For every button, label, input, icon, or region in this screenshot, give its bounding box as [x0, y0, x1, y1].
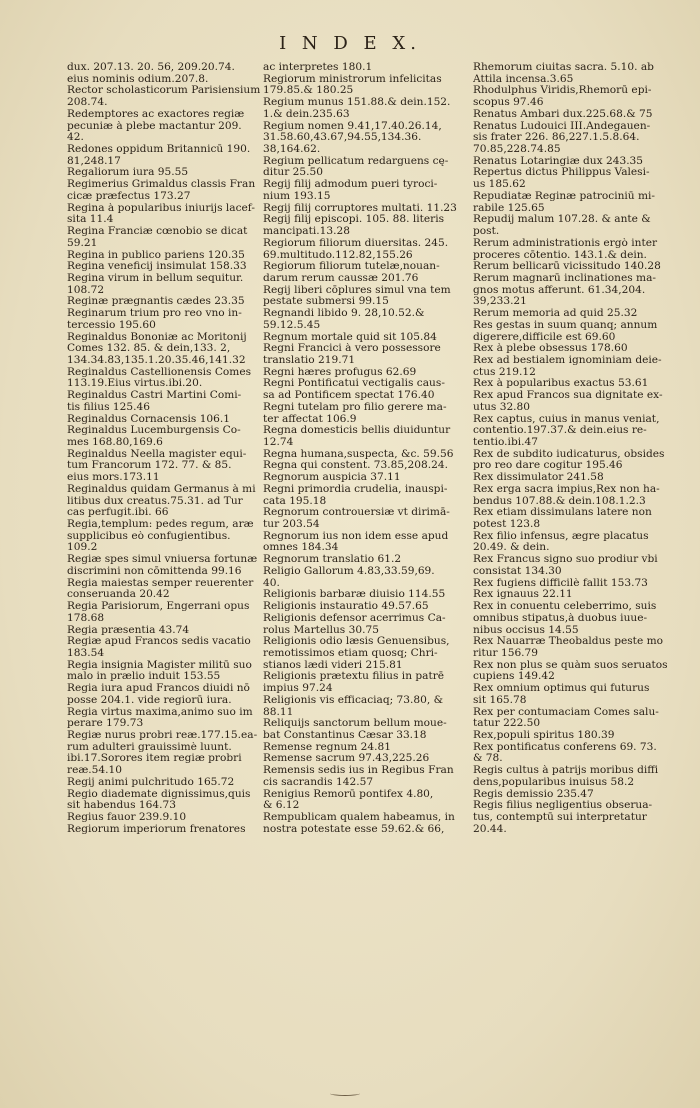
- index-entry-line: Rex pontificatus conferens 69. 73.: [473, 741, 657, 753]
- index-entry-line: Regina Franciæ cœnobio se dicat: [67, 226, 248, 238]
- index-entry-line: Religionis instauratio 49.57.65: [263, 601, 429, 613]
- index-entry-line: Regis filius negligentius obserua-: [473, 800, 653, 812]
- index-entry-line: Religionis barbaræ diuisio 114.55: [263, 589, 446, 601]
- index-entry-line: Regiorum filiorum diuersitas. 245.: [263, 237, 449, 249]
- index-entry-line: cupiens 149.42: [473, 671, 555, 683]
- index-entry-line: Regna humana,suspecta, &c. 59.56: [263, 448, 454, 460]
- index-entry-line: Repudiatæ Reginæ patrociniū mi-: [473, 190, 656, 202]
- index-entry-line: & 78.: [473, 753, 503, 765]
- index-entry-line: impius 97.24: [263, 683, 333, 695]
- index-entry-line: Regnorum translatio 61.2: [263, 554, 402, 566]
- index-entry-line: ter affectat 106.9: [263, 413, 357, 425]
- index-entry-line: perare 179.73: [67, 718, 144, 730]
- index-entry-line: mancipati.13.28: [263, 226, 350, 238]
- index-entry-line: Rerum bellicarū vicissitudo 140.28: [473, 261, 661, 273]
- index-entry-line: pecuniæ à plebe mactantur 209.: [67, 120, 242, 132]
- index-entry-line: 134.34.83,135.1.20.35.46,141.32: [67, 354, 246, 366]
- index-entry-line: Rex filio infensus, ægre placatus: [473, 530, 649, 542]
- index-entry-line: cis sacrandis 142.57: [263, 776, 374, 788]
- index-entry-line: sa ad Pontificem spectat 176.40: [263, 390, 435, 402]
- index-entry-line: Rhodulphus Viridis,Rhemorū epi-: [473, 85, 652, 97]
- index-entry-line: darum rerum caussæ 201.76: [263, 272, 419, 284]
- index-entry-line: Regis demissio 235.47: [473, 788, 594, 800]
- index-entry-line: Regium munus 151.88.& dein.152.: [263, 97, 451, 109]
- index-entry-line: Religionis prætextu filius in patrē: [263, 671, 445, 683]
- index-entry-line: Regna domesticis bellis diuiduntur: [263, 425, 451, 437]
- index-entry-line: nibus occisus 14.55: [473, 624, 579, 636]
- index-entry-line: Remensis sedis ius in Regibus Fran: [263, 765, 454, 777]
- index-entry-line: Religionis odio læsis Genuensibus,: [263, 636, 450, 648]
- index-entry-line: Religionis defensor acerrimus Ca-: [263, 612, 446, 624]
- index-entry-line: Reginaldus quidam Germanus à mi: [67, 483, 256, 495]
- index-entry-line: consistat 134.30: [473, 565, 562, 577]
- index-entry-line: Renatus Ludouici III.Andegauen-: [473, 120, 651, 132]
- index-entry-line: 109.2: [67, 542, 98, 554]
- index-entry-line: Reginaldus Cornacensis 106.1: [67, 413, 231, 425]
- index-entry-line: tur 203.54: [263, 519, 320, 531]
- index-entry-line: Regia,templum: pedes regum, aræ: [67, 519, 254, 531]
- index-entry-line: tis filius 125.46: [67, 401, 150, 413]
- index-entry-line: Rex erga sacra impius,Rex non ha-: [473, 483, 660, 495]
- index-entry-line: proceres cōtentio. 143.1.& dein.: [473, 249, 647, 261]
- index-entry-line: 1.& dein.235.63: [263, 108, 350, 120]
- index-entry-line: 59.12.5.45: [263, 319, 321, 331]
- index-entry-line: Regis cultus à patrijs moribus diffi: [473, 765, 659, 777]
- index-entry-line: 20.49. & dein.: [473, 542, 550, 554]
- index-entry-line: Rerum magnarū inclinationes ma-: [473, 272, 657, 284]
- index-entry-line: Regnorum controuersiæ vt dirimā-: [263, 507, 450, 519]
- index-entry-line: gnos motus afferunt. 61.34,204.: [473, 284, 646, 296]
- index-entry-line: ac interpretes 180.1: [263, 62, 373, 73]
- index-entry-line: Regiæ apud Francos sedis vacatio: [67, 636, 251, 648]
- footer-flourish: [330, 1091, 360, 1096]
- index-entry-line: Attila incensa.3.65: [473, 73, 574, 85]
- index-entry-line: Regia Parisiorum, Engerrani opus: [67, 601, 250, 613]
- index-entry-line: 208.74.: [67, 97, 108, 109]
- index-entry-line: Regnorum auspicia 37.11: [263, 472, 401, 484]
- index-entry-line: Regij filij corruptores multati. 11.23: [263, 202, 457, 214]
- index-entry-line: ritur 156.79: [473, 647, 539, 659]
- index-entry-line: potest 123.8: [473, 519, 541, 531]
- index-entry-line: 59.21: [67, 237, 98, 249]
- index-entry-line: Reginaldus Bononiæ ac Moritonij: [67, 331, 247, 343]
- index-entry-line: 81,248.17: [67, 155, 121, 167]
- index-entry-line: Regnum mortale quid sit 105.84: [263, 331, 437, 343]
- index-entry-line: 20.44.: [473, 823, 507, 835]
- index-entry-line: remotissimos etiam quosq; Chri-: [263, 647, 438, 659]
- index-entry-line: Rex apud Francos sua dignitate ex-: [473, 390, 663, 402]
- index-entry-line: Regina in publico pariens 120.35: [67, 249, 245, 261]
- index-entry-line: Rex in conuentu celeberrimo, suis: [473, 601, 657, 613]
- index-entry-line: Regij filij admodum pueri tyroci-: [263, 179, 438, 191]
- index-entry-line: Regnorum ius non idem esse apud: [263, 530, 449, 542]
- index-entry-line: cata 195.18: [263, 495, 327, 507]
- index-entry-line: Regia maiestas semper reuerenter: [67, 577, 254, 589]
- index-entry-line: 42.: [67, 132, 84, 144]
- index-entry-line: Reginæ prægnantis cædes 23.35: [67, 296, 245, 308]
- index-entry-line: 12.74: [263, 437, 294, 448]
- index-entry-line: Regni primordia crudelia, inauspi-: [263, 483, 448, 495]
- index-entry-line: Rempublicam qualem habeamus, in: [263, 812, 455, 823]
- index-entry-line: ibi.17.Sorores item regiæ probri: [67, 753, 242, 765]
- index-entry-line: 108.72: [67, 284, 105, 296]
- index-entry-line: Regio diademate dignissimus,quis: [67, 788, 251, 800]
- index-entry-line: Renigius Remorū pontifex 4.80,: [263, 788, 434, 800]
- index-entry-line: ditur 25.50: [263, 167, 324, 179]
- index-entry-line: tatur 222.50: [473, 718, 541, 730]
- index-entry-line: Redones oppidum Britannicū 190.: [67, 144, 251, 156]
- index-entry-line: 69.multitudo.112.82,155.26: [263, 249, 413, 261]
- index-entry-line: cicæ præfectus 173.27: [67, 190, 191, 202]
- index-entry-line: 38,164.62.: [263, 144, 321, 156]
- index-entry-line: 183.54: [67, 647, 105, 659]
- index-entry-line: Regiorum filiorum tutelæ,nouan-: [263, 261, 440, 273]
- index-entry-line: conseruanda 20.42: [67, 589, 170, 601]
- index-entry-line: Renatus Lotaringiæ dux 243.35: [473, 155, 644, 167]
- index-entry-line: supplicibus eò confugientibus.: [67, 530, 231, 542]
- index-entry-line: 39,233.21: [473, 296, 527, 308]
- index-entry-line: Regni tutelam pro filio gerere ma-: [263, 401, 447, 413]
- index-entry-line: Repudij malum 107.28. & ante &: [473, 214, 651, 226]
- index-entry-line: Rex à plebe obsessus 178.60: [473, 343, 628, 355]
- index-entry-line: 179.85.& 180.25: [263, 85, 354, 97]
- index-entry-line: Regiæ nurus probri reæ.177.15.ea-: [67, 729, 258, 741]
- index-entry-line: tus, contemptū sui interpretatur: [473, 812, 647, 823]
- index-entry-line: pestate submersi 99.15: [263, 296, 389, 308]
- index-entry-line: stianos lædi videri 215.81: [263, 659, 403, 671]
- index-entry-line: 113.19.Eius virtus.ibi.20.: [67, 378, 203, 390]
- index-entry-line: Res gestas in suum quanq; annum: [473, 319, 658, 331]
- index-entry-line: 40.: [263, 577, 280, 589]
- index-entry-line: Religio Gallorum 4.83,33.59,69.: [263, 565, 435, 577]
- index-entry-line: Rerum memoria ad quid 25.32: [473, 308, 638, 320]
- index-entry-line: scopus 97.46: [473, 97, 544, 109]
- page-header-title: I N D E X.: [279, 33, 421, 54]
- index-entry-line: translatio 219.71: [263, 354, 356, 366]
- index-entry-line: rum adulteri grauissimè luunt.: [67, 741, 232, 753]
- index-entry-line: Regina veneficij insimulat 158.33: [67, 261, 247, 273]
- index-entry-line: sita 11.4: [67, 214, 114, 226]
- index-entry-line: eius nominis odium.207.8.: [67, 73, 209, 85]
- index-entry-line: Rerum administrationis ergò inter: [473, 237, 658, 249]
- index-entry-line: Rex dissimulator 241.58: [473, 472, 604, 484]
- index-entry-line: Rex Francus signo suo prodiur vbi: [473, 554, 658, 566]
- index-entry-line: Remense regnum 24.81: [263, 741, 391, 753]
- index-entry-line: 70.85,228.74.85: [473, 144, 561, 156]
- index-entry-line: Regnandi libido 9. 28,10.52.&: [263, 308, 425, 320]
- index-entry-line: Regij liberi cōplures simul vna tem: [263, 284, 451, 296]
- index-column-left: [67, 62, 272, 835]
- index-entry-line: Rex etiam dissimulans latere non: [473, 507, 652, 519]
- index-entry-line: Religionis vis efficaciaq; 73.80, &: [263, 694, 444, 706]
- index-column-middle: [263, 62, 473, 835]
- index-entry-line: Rex per contumaciam Comes salu-: [473, 706, 659, 718]
- index-entry-line: posse 204.1. vide regiorū iura.: [67, 694, 232, 706]
- index-entry-line: pro reo dare cogitur 195.46: [473, 460, 623, 472]
- index-entry-line: Regni Pontificatui vectigalis caus-: [263, 378, 445, 390]
- index-entry-line: post.: [473, 226, 500, 238]
- index-entry-line: tentio.ibi.47: [473, 437, 538, 448]
- index-entry-line: Remense sacrum 97.43,225.26: [263, 753, 430, 765]
- index-entry-line: Regna qui constent. 73.85,208.24.: [263, 460, 448, 472]
- index-entry-line: 178.68: [67, 612, 105, 624]
- index-entry-line: Reginaldus Lucemburgensis Co-: [67, 425, 241, 437]
- index-entry-line: bendus 107.88.& dein.108.1.2.3: [473, 495, 646, 507]
- index-entry-line: 88.11: [263, 706, 294, 718]
- index-entry-line: malo in prælio induit 153.55: [67, 671, 221, 683]
- index-entry-line: Reginaldus Castellionensis Comes: [67, 366, 252, 378]
- index-entry-line: Rex à popularibus exactus 53.61: [473, 378, 649, 390]
- index-entry-line: Rex fugiens difficilè fallit 153.73: [473, 577, 648, 589]
- index-entry-line: Reginarum trium pro reo vno in-: [67, 308, 242, 320]
- index-entry-line: Regia præsentia 43.74: [67, 624, 190, 636]
- index-entry-line: Regimerius Grimaldus classis Fran: [67, 179, 256, 191]
- index-entry-line: discrimini non cōmittenda 99.16: [67, 565, 242, 577]
- index-entry-line: Regia iura apud Francos diuidi nō: [67, 683, 250, 695]
- index-entry-line: nostra potestate esse 59.62.& 66,: [263, 823, 445, 835]
- index-entry-line: Regni hæres profugus 62.69: [263, 366, 417, 378]
- index-entry-line: Reginaldus Castri Martini Comi-: [67, 390, 242, 402]
- index-entry-line: ctus 219.12: [473, 366, 536, 378]
- index-entry-line: Rex ad bestialem ignominiam deie-: [473, 354, 662, 366]
- index-entry-line: litibus dux creatus.75.31. ad Tur: [67, 495, 243, 507]
- index-entry-line: Regiorum imperiorum frenatores: [67, 823, 246, 835]
- index-entry-line: eius mors.173.11: [67, 472, 160, 484]
- index-entry-line: Regiæ spes simul vniuersa fortunæ: [67, 554, 258, 566]
- index-entry-line: bat Constantinus Cæsar 33.18: [263, 729, 427, 741]
- index-entry-line: sit habendus 164.73: [67, 800, 176, 812]
- index-entry-line: cas perfugit.ibi. 66: [67, 507, 169, 519]
- index-entry-line: us 185.62: [473, 179, 526, 191]
- index-entry-line: reæ.54.10: [67, 765, 122, 777]
- index-entry-line: Rex omnium optimus qui futurus: [473, 683, 650, 695]
- index-entry-line: utus 32.80: [473, 401, 531, 413]
- index-entry-line: omnibus stipatus,à duobus iuue-: [473, 612, 648, 624]
- index-entry-line: Regij animi pulchritudo 165.72: [67, 776, 235, 788]
- index-entry-line: Regia insignia Magister militū suo: [67, 659, 252, 671]
- index-entry-line: Regiorum ministrorum infelicitas: [263, 73, 442, 85]
- index-entry-line: Regius fauor 239.9.10: [67, 812, 187, 823]
- index-entry-line: omnes 184.34: [263, 542, 339, 554]
- index-entry-line: Rex non plus se quàm suos seruatos: [473, 659, 668, 671]
- index-entry-line: dux. 207.13. 20. 56, 209.20.74.: [67, 62, 235, 73]
- index-entry-line: Rex ignauus 22.11: [473, 589, 573, 601]
- index-entry-line: Comes 132. 85. & dein,133. 2,: [67, 343, 231, 355]
- index-entry-line: rolus Martellus 30.75: [263, 624, 379, 636]
- index-entry-line: Regium pellicatum redarguens cę-: [263, 155, 449, 167]
- index-entry-line: Renatus Ambari dux.225.68.& 75: [473, 108, 653, 120]
- index-entry-line: Regni Francici à vero possessore: [263, 343, 441, 355]
- index-entry-line: rabile 125.65: [473, 202, 545, 214]
- index-entry-line: contentio.197.37.& dein.eius re-: [473, 425, 647, 437]
- index-entry-line: 31.58.60,43.67,94.55,134.36.: [263, 132, 422, 144]
- index-entry-line: Regia virtus maxima,animo suo im: [67, 706, 253, 718]
- index-entry-line: nium 193.15: [263, 190, 331, 202]
- index-entry-line: dens,popularibus inuisus 58.2: [473, 776, 635, 788]
- index-entry-line: sis frater 226. 86,227.1.5.8.64.: [473, 132, 640, 144]
- index-entry-line: Rex de subdito iudicaturus, obsides: [473, 448, 665, 460]
- index-entry-line: Regina à popularibus iniurijs lacef-: [67, 202, 255, 214]
- index-entry-line: Redemptores ac exactores regiæ: [67, 108, 245, 120]
- index-column-right: [473, 62, 678, 835]
- index-entry-line: Rex captus, cuius in manus veniat,: [473, 413, 660, 425]
- index-entry-line: sit 165.78: [473, 694, 527, 706]
- index-entry-line: Rhemorum ciuitas sacra. 5.10. ab: [473, 62, 654, 73]
- index-entry-line: digerere,difficile est 69.60: [473, 331, 616, 343]
- index-entry-line: Repertus dictus Philippus Valesi-: [473, 167, 650, 179]
- index-entry-line: Rex Nauarræ Theobaldus peste mo: [473, 636, 663, 648]
- index-entry-line: & 6.12: [263, 800, 300, 812]
- index-entry-line: Regium nomen 9.41,17.40.26.14,: [263, 120, 442, 132]
- index-entry-line: tercessio 195.60: [67, 319, 156, 331]
- index-entry-line: Rector scholasticorum Parisiensium: [67, 85, 261, 97]
- index-entry-line: Rex,populi spiritus 180.39: [473, 729, 615, 741]
- index-entry-line: Regaliorum iura 95.55: [67, 167, 189, 179]
- index-entry-line: Reginaldus Neella magister equi-: [67, 448, 247, 460]
- index-entry-line: tum Francorum 172. 77. & 85.: [67, 460, 232, 472]
- index-entry-line: Reliquijs sanctorum bellum moue-: [263, 718, 447, 730]
- index-entry-line: Regij filij episcopi. 105. 88. literis: [263, 214, 445, 226]
- index-entry-line: Regina virum in bellum sequitur.: [67, 272, 244, 284]
- index-entry-line: mes 168.80,169.6: [67, 437, 163, 448]
